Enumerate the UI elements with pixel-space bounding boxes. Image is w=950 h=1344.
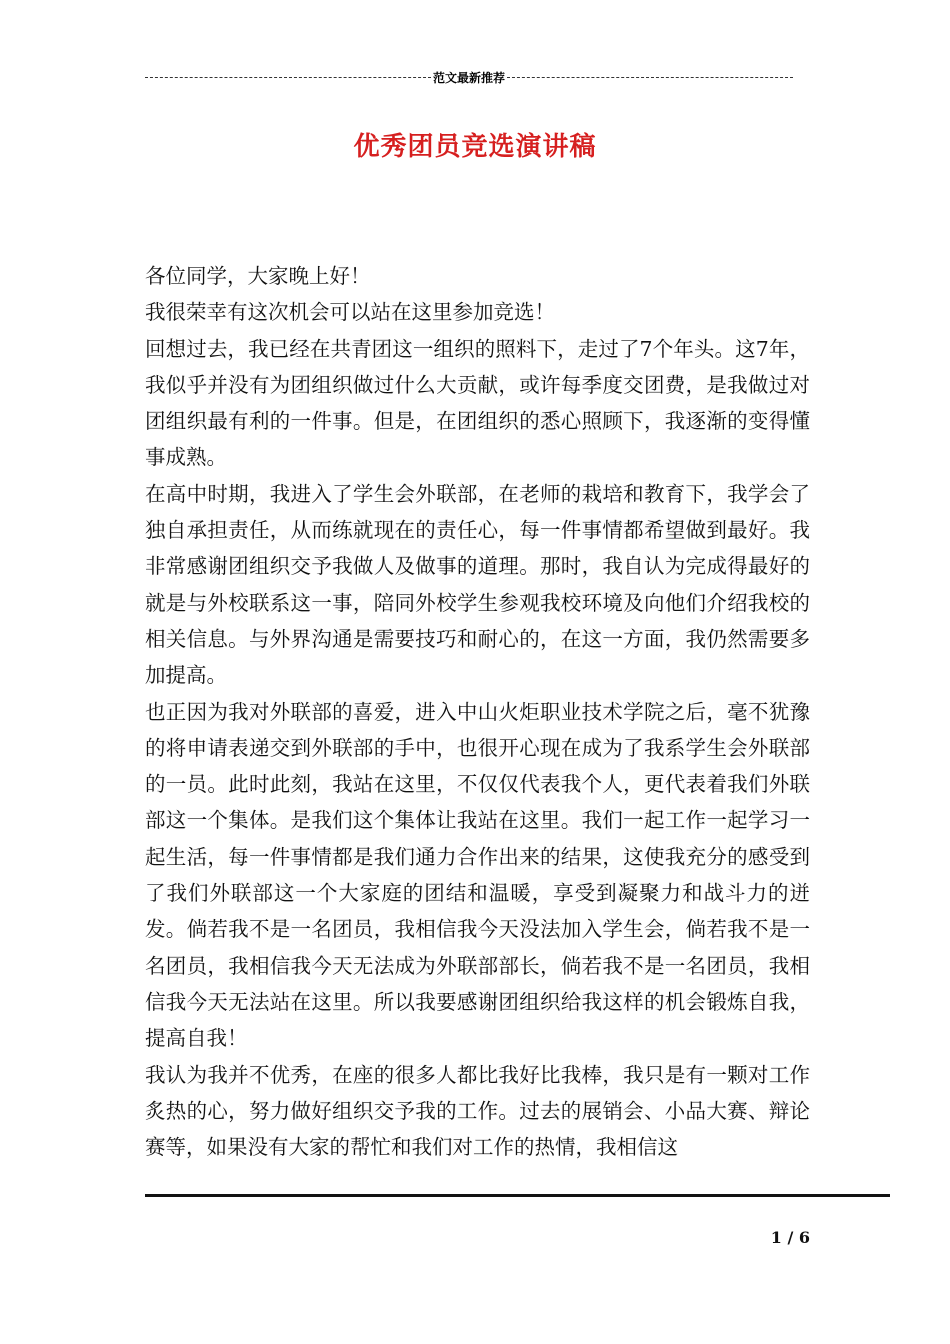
paragraph: 各位同学，大家晚上好！: [145, 264, 371, 288]
footer-rule: [145, 1194, 890, 1197]
document-body: [145, 258, 810, 1165]
header-banner: [145, 68, 793, 86]
header-dashed-rule-left: [145, 77, 431, 78]
document-title: 优秀团员竞选演讲稿: [353, 132, 597, 162]
paragraph: 我认为我并不优秀，在座的很多人都比我好比我棒，我只是有一颗对工作炙热的心，努力做好组织交予我的工作。过去的展销会、小品大赛、辩论赛等，如果没有大家的帮忙和我们对工作的热情，我相信这: [145, 1062, 810, 1160]
paragraph: 也正因为我对外联部的喜爱，进入中山火炬职业技术学院之后，毫不犹豫的将申请表递交到外联部的手中，也很开心现在成为了我系学生会外联部的一员。此时此刻，我站在这里，不仅仅代表我个人，更代表着我们外联部这一个集体。是我们这个集体让我站在这里。我们一起工作一起学习一起生活，每一件事情都是我们通力合作出来的结果，这使我充分的感受到了我们外联部这一个大家庭的团结和温暖，享受到凝聚力和战斗力的迸发。倘若我不是一名团员，我相信我今天没法加入学生会，倘若我不是一名团员，我相信我今天无法成为外联部部长，倘若我不是一名团员，我相信我今天无法站在这里。所以我要感谢团组织给我这样的机会锻炼自我，提高自我！: [145, 699, 810, 1051]
page-number: 1 / 6: [770, 1228, 810, 1247]
header-label: 范文最新推荐: [433, 70, 506, 85]
paragraph: 回想过去，我已经在共青团这一组织的照料下，走过了7个年头。这7年，我似乎并没有为团组织做过什么大贡献，或许每季度交团费，是我做过对团组织最有利的一件事。但是，在团组织的悉心照顾下，我逐渐的变得懂事成熟。: [145, 336, 810, 470]
paragraph: 我很荣幸有这次机会可以站在这里参加竞选！: [145, 300, 555, 325]
header-dashed-rule-right: [507, 77, 793, 78]
paragraph: 在高中时期，我进入了学生会外联部，在老师的栽培和教育下，我学会了独自承担责任，从而练就现在的责任心，每一件事情都希望做到最好。我非常感谢团组织交予我做人及做事的道理。那时，我自认为完成得最好的就是与外校联系这一事，陪同外校学生参观我校环境及向他们介绍我校的相关信息。与外界沟通是需要技巧和耐心的，在这一方面，我仍然需要多加提高。: [145, 481, 810, 688]
